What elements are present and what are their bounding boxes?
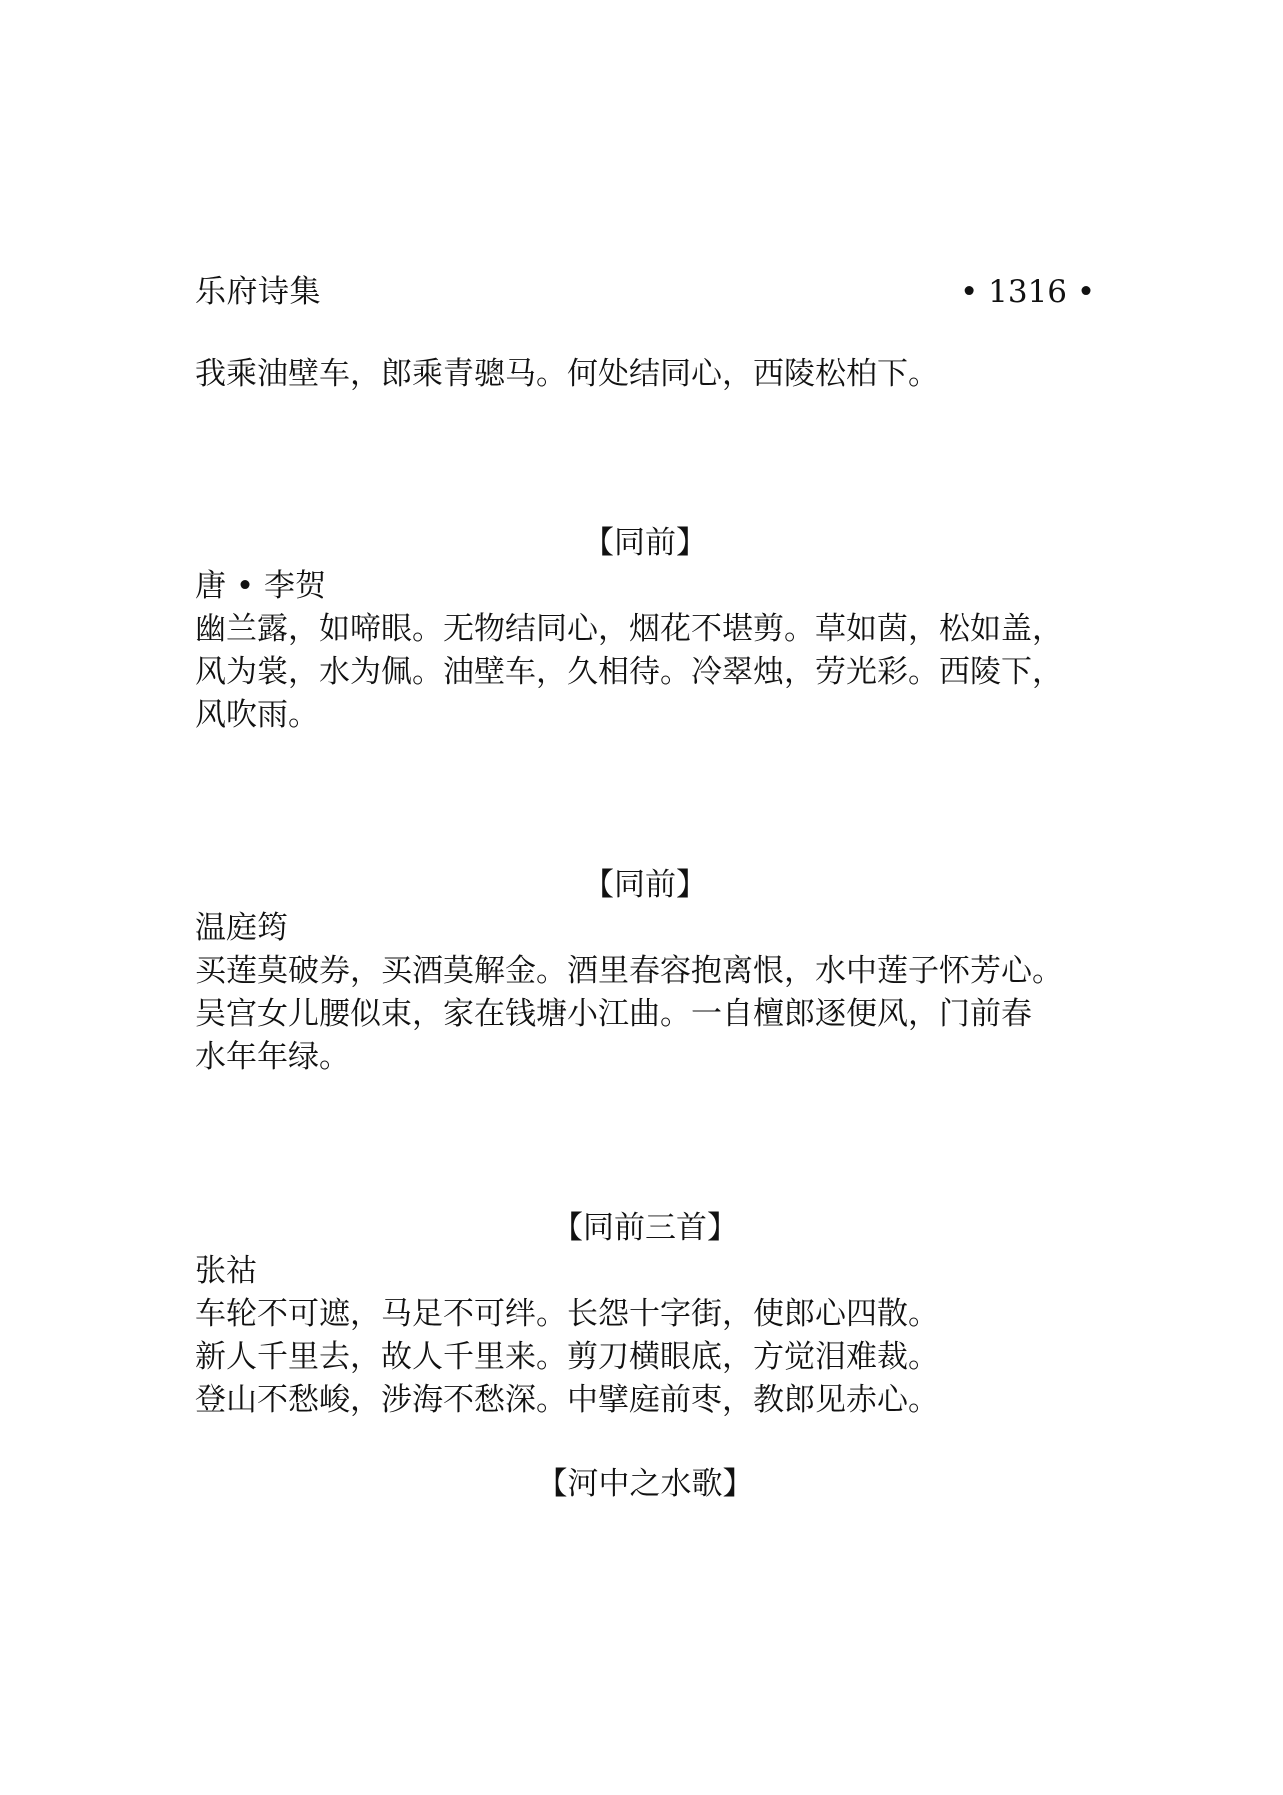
- poem-line: 买莲莫破券，买酒莫解金。酒里春容抱离恨，水中莲子怀芳心。: [195, 953, 1063, 989]
- poem-line: 登山不愁峻，涉海不愁深。中擘庭前枣，教郎见赤心。: [195, 1382, 939, 1418]
- poem-line: 风吹雨。: [195, 697, 319, 733]
- poem-line: 水年年绿。: [195, 1039, 350, 1075]
- section-author: 温庭筠: [195, 910, 288, 946]
- section-author: 唐 • 李贺: [195, 568, 326, 604]
- section-title: 【同前三首】: [552, 1210, 738, 1246]
- section-poem: [195, 950, 1115, 1079]
- section-poem: [195, 1293, 1115, 1422]
- poem-line: 幽兰露，如啼眼。无物结同心，烟花不堪剪。草如茵，松如盖，: [195, 611, 1063, 647]
- poem-line: 新人千里去，故人千里来。剪刀横眼底，方觉泪难裁。: [195, 1339, 939, 1375]
- poem-line: 风为裳，水为佩。油壁车，久相待。冷翠烛，劳光彩。西陵下，: [195, 654, 1063, 690]
- section-title: 【河中之水歌】: [536, 1466, 754, 1502]
- section-title: 【同前】: [583, 867, 707, 903]
- book-title: 乐府诗集: [195, 274, 321, 310]
- section-poem: [195, 608, 1115, 737]
- poem-line: 我乘油壁车，郎乘青骢马。何处结同心，西陵松柏下。: [195, 356, 939, 392]
- opening-poem: [195, 353, 1115, 396]
- poem-line: 吴宫女儿腰似束，家在钱塘小江曲。一自檀郎逐便风，门前春: [195, 996, 1032, 1032]
- section-title: 【同前】: [583, 525, 707, 561]
- section-author: 张祜: [195, 1253, 257, 1289]
- poem-line: 车轮不可遮，马足不可绊。长怨十字街，使郎心四散。: [195, 1296, 939, 1332]
- page-number: • 1316 •: [960, 274, 1096, 310]
